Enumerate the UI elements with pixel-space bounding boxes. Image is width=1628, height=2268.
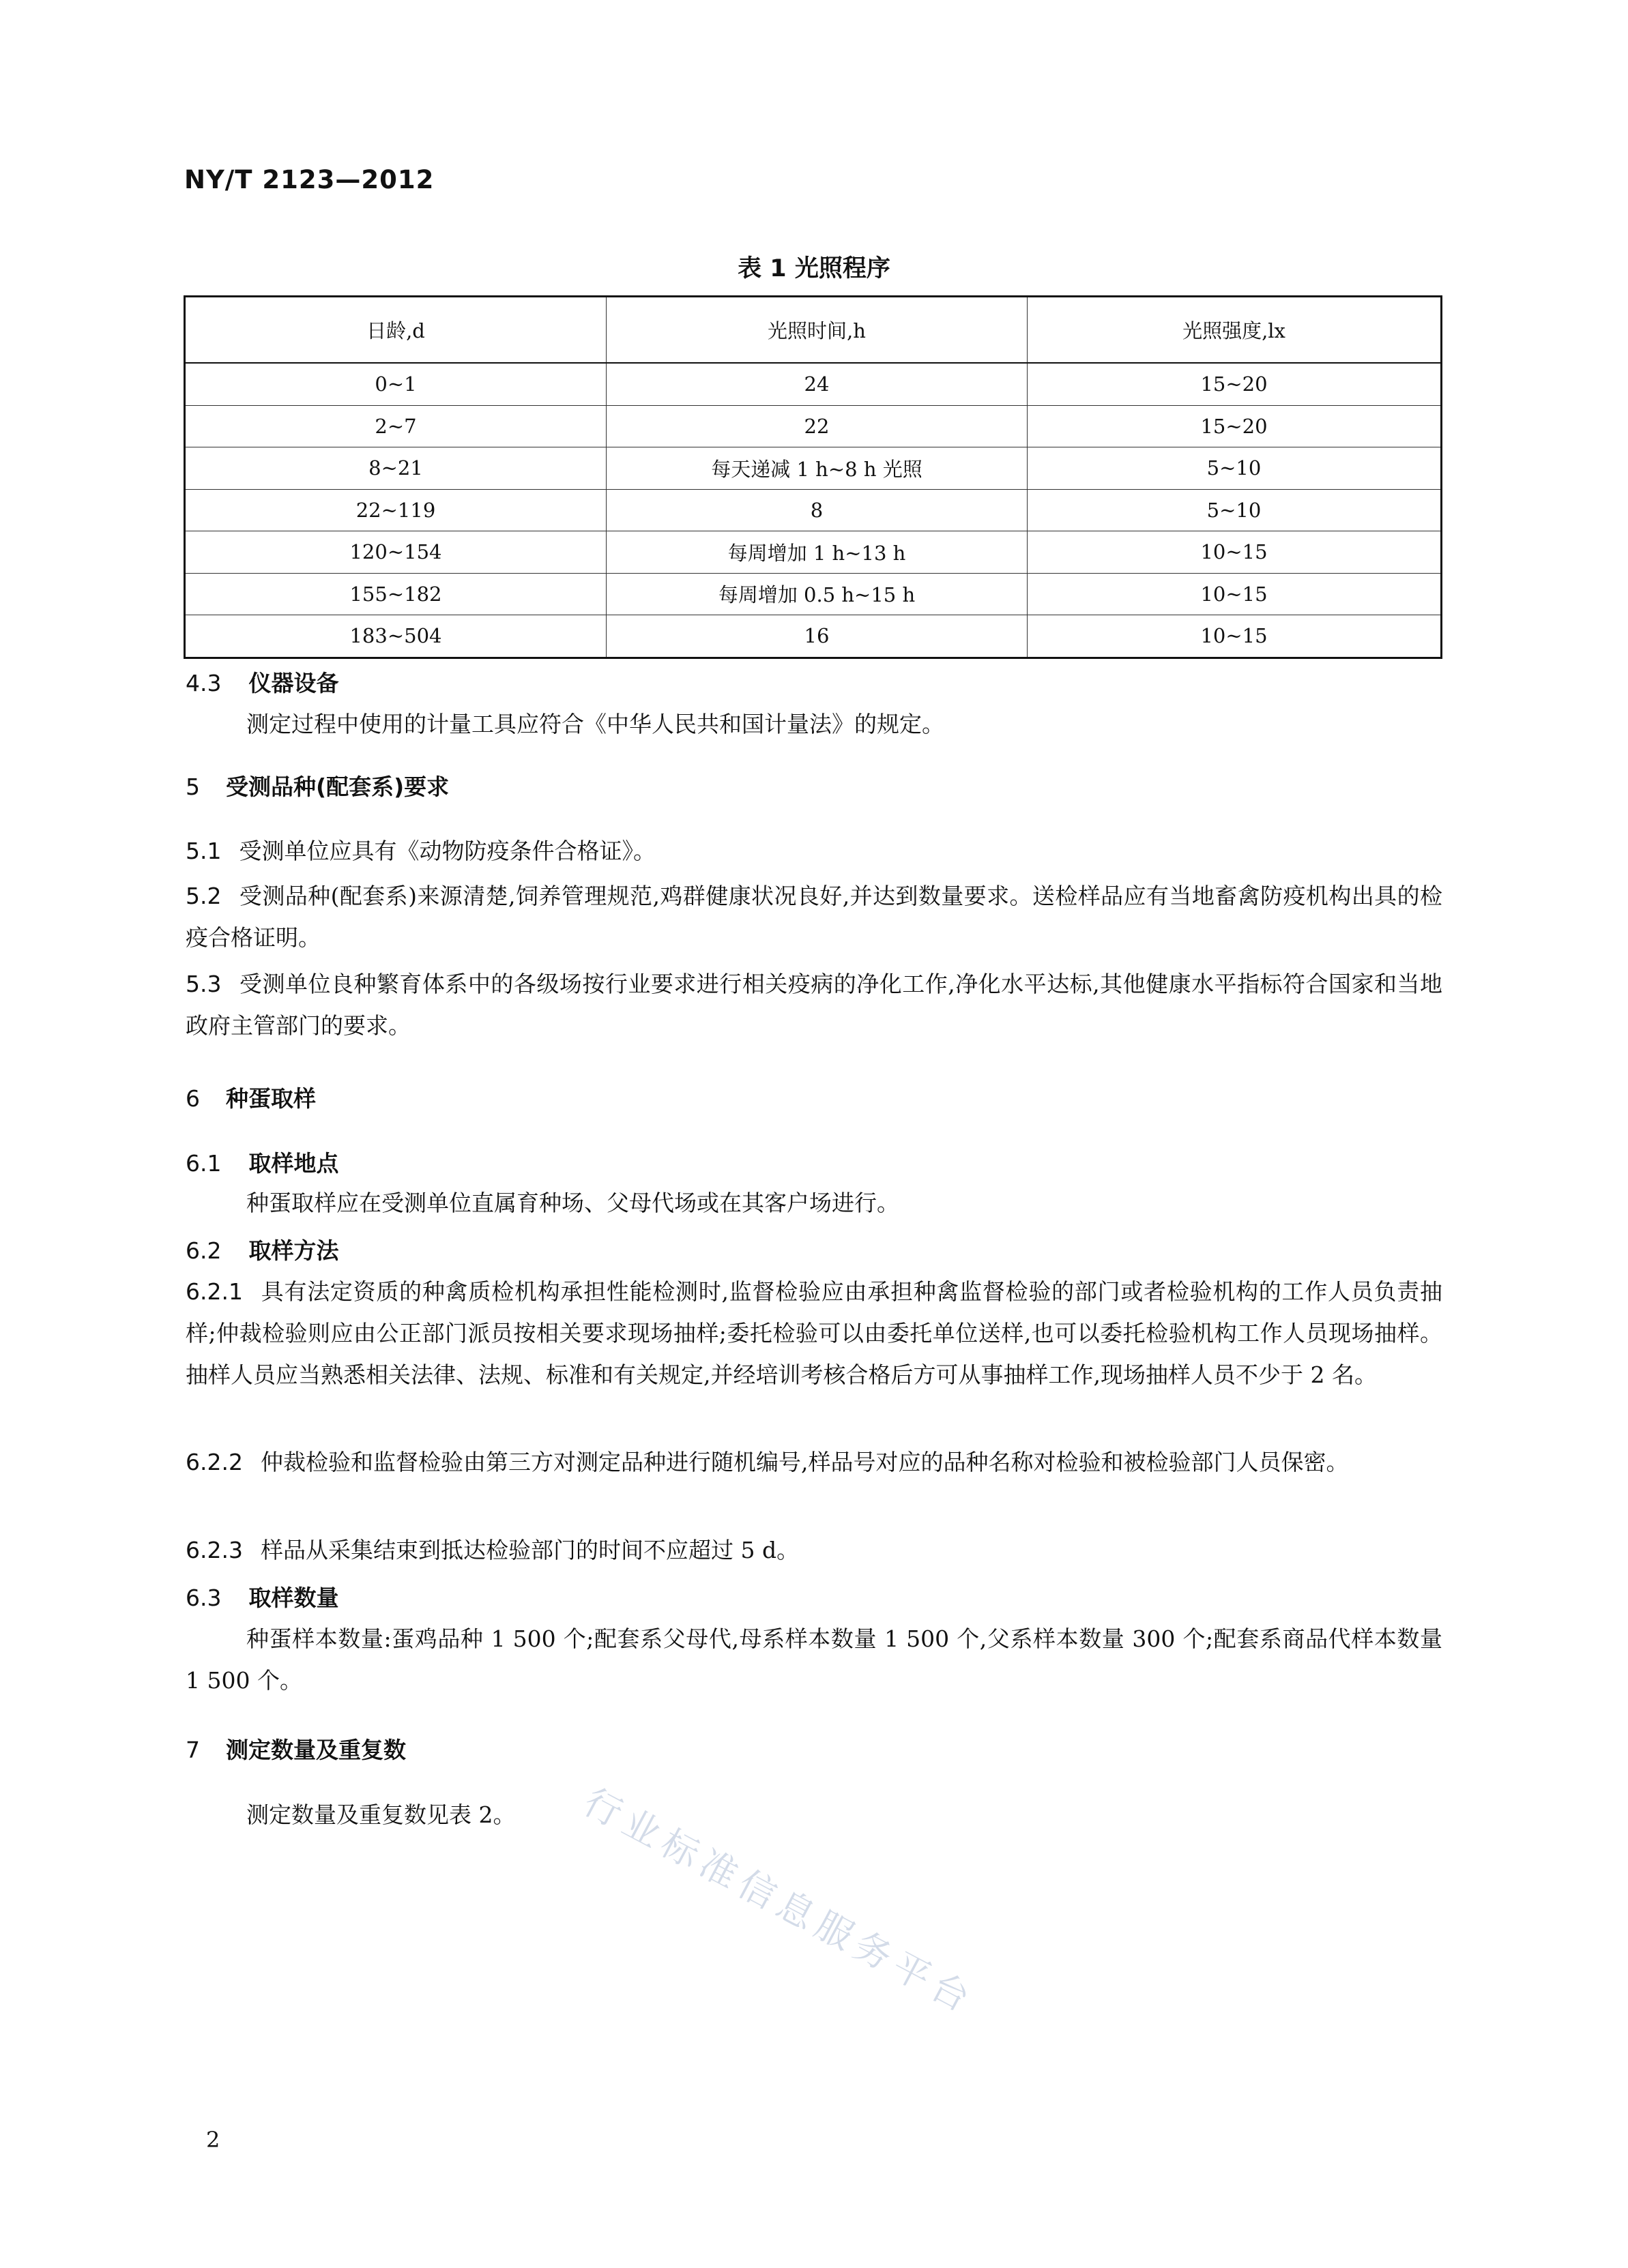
section-4-3-body: 测定过程中使用的计量工具应符合《中华人民共和国计量法》的规定。 <box>246 711 944 737</box>
clause-text: 受测单位应具有《动物防疫条件合格证》。 <box>239 838 656 864</box>
section-number: 4.3 <box>186 670 222 696</box>
table-row <box>185 573 1442 615</box>
clause-text: 样品从采集结束到抵达检验部门的时间不应超过 5 d。 <box>260 1537 800 1563</box>
table-cell: 155~182 <box>185 573 607 615</box>
table-cell: 22 <box>607 405 1028 447</box>
section-6-2-1 <box>186 1271 1442 1396</box>
clause-number: 6.2.1 <box>186 1278 243 1305</box>
table-cell: 22~119 <box>185 489 607 531</box>
section-6-3-body: 种蛋样本数量:蛋鸡品种 1 500 个;配套系父母代,母系样本数量 1 500 个,父系样本数量 300 个;配套系商品代样本数量 1 500 个。 <box>186 1625 1442 1694</box>
section-number: 7 <box>186 1737 200 1763</box>
clause-text: 仲裁检验和监督检验由第三方对测定品种进行随机编号,样品号对应的品种名称对检验和被检验部门人员保密。 <box>260 1449 1349 1475</box>
section-5-1 <box>186 830 1442 872</box>
table-cell: 183~504 <box>185 615 607 658</box>
table-row <box>185 489 1442 531</box>
table-cell: 10~15 <box>1028 615 1442 658</box>
table-row <box>185 615 1442 658</box>
standard-code: NY/T 2123—2012 <box>184 165 435 194</box>
table-cell: 5~10 <box>1028 489 1442 531</box>
table-header-row <box>185 297 1442 364</box>
table-row <box>185 363 1442 405</box>
section-6-1-body: 种蛋取样应在受测单位直属育种场、父母代场或在其客户场进行。 <box>246 1190 899 1216</box>
section-5-2 <box>186 875 1442 958</box>
section-title: 取样数量 <box>248 1585 339 1611</box>
table-cell: 10~15 <box>1028 531 1442 574</box>
section-title: 种蛋取样 <box>226 1085 316 1112</box>
lighting-program-table <box>184 295 1442 659</box>
table-cell: 120~154 <box>185 531 607 574</box>
section-6-3-heading <box>186 1580 338 1612</box>
clause-text: 具有法定资质的种禽质检机构承担性能检测时,监督检验应由承担种禽监督检验的部门或者检验机构的工作人员负责抽样;仲裁检验则应由公正部门派员按相关要求现场抽样;委托检验可以由委托单位送样,也可以委托检验机构工作人员现场抽样。抽样人员应当熟悉相关法律、法规、标准和有关规定,并经培训考核合格后方可从事抽样工作,现场抽样人员不少于 2 名。 <box>186 1278 1442 1388</box>
section-6-2-heading <box>186 1233 338 1265</box>
table-cell: 16 <box>607 615 1028 658</box>
column-header-light-intensity: 光照强度,lx <box>1028 297 1442 364</box>
table-cell: 每周增加 0.5 h~15 h <box>607 573 1028 615</box>
column-header-age: 日龄,d <box>185 297 607 364</box>
table-1-title: 表 1 光照程序 <box>738 255 890 282</box>
table-cell: 15~20 <box>1028 363 1442 405</box>
table-cell: 8~21 <box>185 447 607 490</box>
section-number: 5 <box>186 774 200 800</box>
clause-text: 受测单位良种繁育体系中的各级场按行业要求进行相关疫病的净化工作,净化水平达标,其他健康水平指标符合国家和当地政府主管部门的要求。 <box>186 971 1442 1039</box>
section-number: 6.3 <box>186 1585 222 1611</box>
section-6-2-3 <box>186 1529 1442 1571</box>
clause-number: 5.2 <box>186 883 222 909</box>
section-6-heading <box>186 1081 316 1113</box>
table-row <box>185 531 1442 574</box>
clause-number: 6.2.2 <box>186 1449 243 1475</box>
section-5-3 <box>186 963 1442 1046</box>
table-cell: 24 <box>607 363 1028 405</box>
table-cell: 每天递减 1 h~8 h 光照 <box>607 447 1028 490</box>
watermark-text: 行业标准信息服务平台 <box>577 1780 983 2023</box>
section-number: 6.2 <box>186 1237 222 1264</box>
section-title: 取样地点 <box>248 1150 339 1177</box>
table-row <box>185 405 1442 447</box>
section-title: 取样方法 <box>248 1237 339 1264</box>
clause-number: 6.2.3 <box>186 1537 243 1563</box>
table-row <box>185 447 1442 490</box>
clause-text: 受测品种(配套系)来源清楚,饲养管理规范,鸡群健康状况良好,并达到数量要求。送检样品应有当地畜禽防疫机构出具的检疫合格证明。 <box>186 883 1442 951</box>
table-cell: 每周增加 1 h~13 h <box>607 531 1028 574</box>
section-title: 受测品种(配套系)要求 <box>226 774 450 800</box>
section-6-2-2 <box>186 1441 1442 1483</box>
section-number: 6.1 <box>186 1150 222 1177</box>
clause-number: 5.3 <box>186 971 222 997</box>
page-number: 2 <box>206 2127 220 2153</box>
table-cell: 8 <box>607 489 1028 531</box>
table-cell: 5~10 <box>1028 447 1442 490</box>
section-7-heading <box>186 1733 406 1765</box>
section-5-heading <box>186 769 449 801</box>
section-number: 6 <box>186 1085 200 1112</box>
table-cell: 10~15 <box>1028 573 1442 615</box>
section-6-1-heading <box>186 1146 338 1178</box>
column-header-light-time: 光照时间,h <box>607 297 1028 364</box>
section-title: 测定数量及重复数 <box>226 1737 406 1763</box>
clause-number: 5.1 <box>186 838 222 864</box>
section-title: 仪器设备 <box>248 670 339 696</box>
section-7-body: 测定数量及重复数见表 2。 <box>246 1801 516 1828</box>
table-cell: 15~20 <box>1028 405 1442 447</box>
section-4-3-heading <box>186 666 338 698</box>
table-cell: 2~7 <box>185 405 607 447</box>
table-cell: 0~1 <box>185 363 607 405</box>
